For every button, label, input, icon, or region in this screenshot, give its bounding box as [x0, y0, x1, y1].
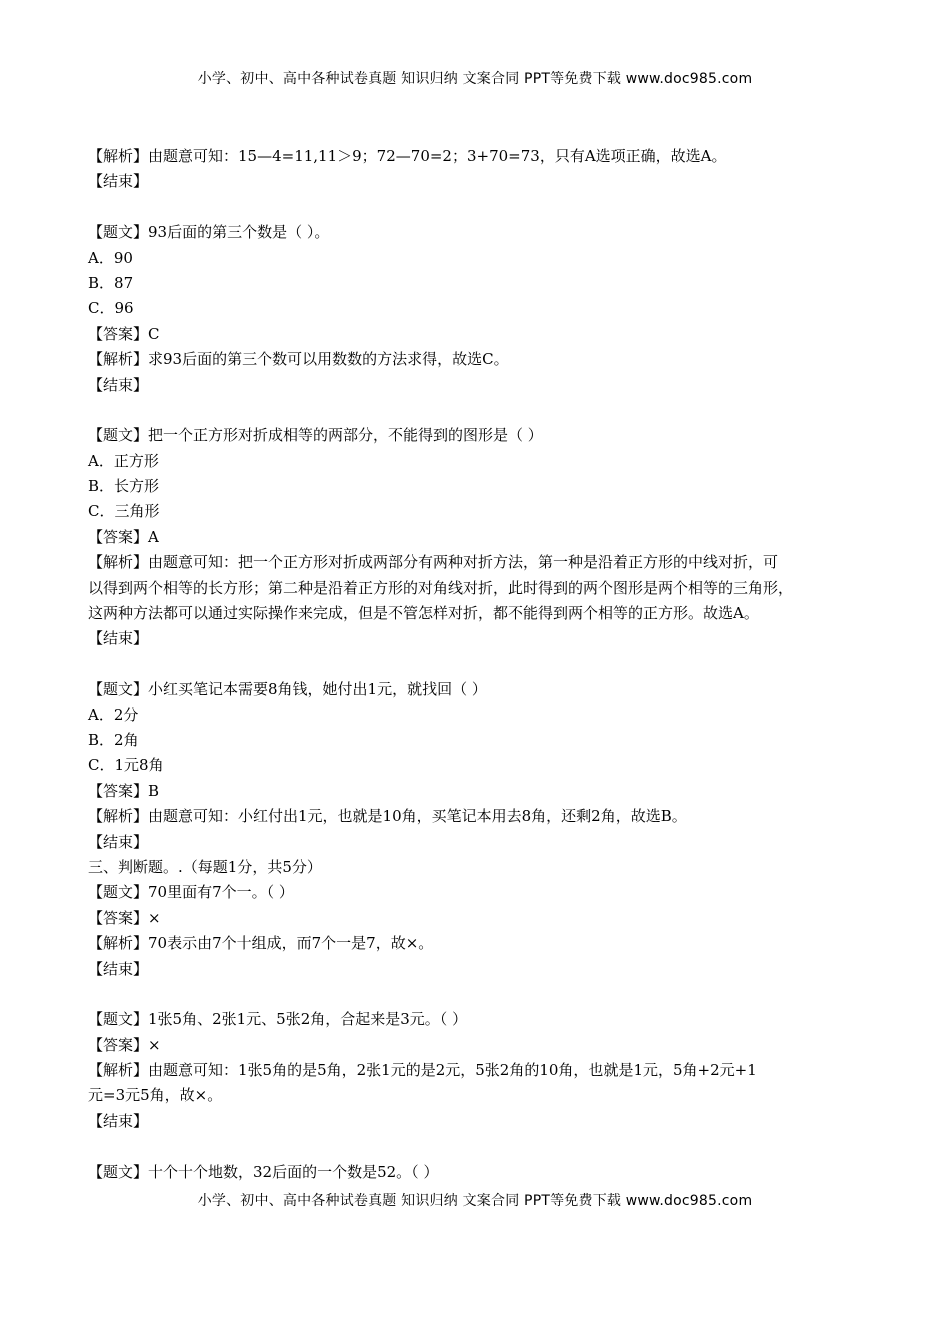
page-footer: 小学、初中、高中各种试卷真题 知识归纳 文案合同 PPT等免费下载 www.doc985.com — [197, 1193, 753, 1209]
explanation: 【解析】由题意可知：15—4=11,11＞9；72—70=2；3+70=73，只有A选项正确，故选A。 — [88, 147, 727, 165]
option-a: A．90 — [88, 248, 133, 267]
answer: 【答案】C — [88, 324, 160, 343]
explanation: 【解析】由题意可知：小红付出1元，也就是10角，买笔记本用去8角，还剩2角，故选B。 — [88, 807, 687, 826]
question-stem: 【题文】小红买笔记本需要8角钱，她付出1元，就找回（ ） — [88, 680, 487, 699]
question-stem: 【题文】1张5角、2张1元、5张2角，合起来是3元。（ ） — [88, 1010, 468, 1029]
option-c: C．三角形 — [88, 502, 160, 521]
option-a: A．正方形 — [88, 451, 159, 470]
question-stem: 【题文】70里面有7个一。（ ） — [88, 883, 294, 902]
answer: 【答案】× — [88, 1035, 161, 1054]
explanation-line-3: 这两种方法都可以通过实际操作来完成，但是不管怎样对折，都不能得到两个相等的正方形。故选A。 — [88, 604, 759, 623]
question-stem: 【题文】93后面的第三个数是（ ）。 — [88, 223, 330, 242]
option-c: C．1元8角 — [88, 756, 164, 775]
end-marker: 【结束】 — [88, 959, 149, 978]
answer: 【答案】B — [88, 781, 160, 800]
explanation-line-2: 以得到两个相等的长方形；第二种是沿着正方形的对角线对折，此时得到的两个图形是两个相等的三角形， — [88, 578, 794, 597]
explanation-line-2: 元=3元5角，故×。 — [88, 1086, 223, 1105]
question-stem: 【题文】把一个正方形对折成相等的两部分，不能得到的图形是（ ） — [88, 426, 543, 445]
option-c: C．96 — [88, 299, 134, 318]
end-marker: 【结束】 — [88, 172, 149, 191]
option-b: B．87 — [88, 273, 134, 292]
explanation: 【解析】70表示由7个十组成，而7个一是7，故×。 — [88, 934, 434, 953]
question-stem: 【题文】十个十个地数，32后面的一个数是52。（ ） — [88, 1162, 439, 1181]
option-b: B．2角 — [88, 730, 139, 749]
end-marker: 【结束】 — [88, 1111, 149, 1130]
option-a: A．2分 — [88, 705, 139, 724]
end-marker: 【结束】 — [88, 832, 149, 851]
end-marker: 【结束】 — [88, 629, 149, 648]
section-title: 三、判断题。.（每题1分，共5分） — [88, 857, 322, 876]
explanation-line-1: 【解析】由题意可知：1张5角的是5角，2张1元的是2元，5张2角的10角，也就是1元，5角+2元+1 — [88, 1061, 757, 1080]
page-header: 小学、初中、高中各种试卷真题 知识归纳 文案合同 PPT等免费下载 www.doc985.com — [197, 71, 753, 87]
end-marker: 【结束】 — [88, 375, 149, 394]
explanation-line-1: 【解析】由题意可知：把一个正方形对折成两部分有两种对折方法，第一种是沿着正方形的中线对折，可 — [88, 553, 779, 572]
explanation: 【解析】求93后面的第三个数可以用数数的方法求得，故选C。 — [88, 350, 509, 369]
document-body — [88, 144, 868, 1185]
answer: 【答案】× — [88, 908, 161, 927]
option-b: B．长方形 — [88, 477, 160, 496]
answer: 【答案】A — [88, 527, 159, 546]
